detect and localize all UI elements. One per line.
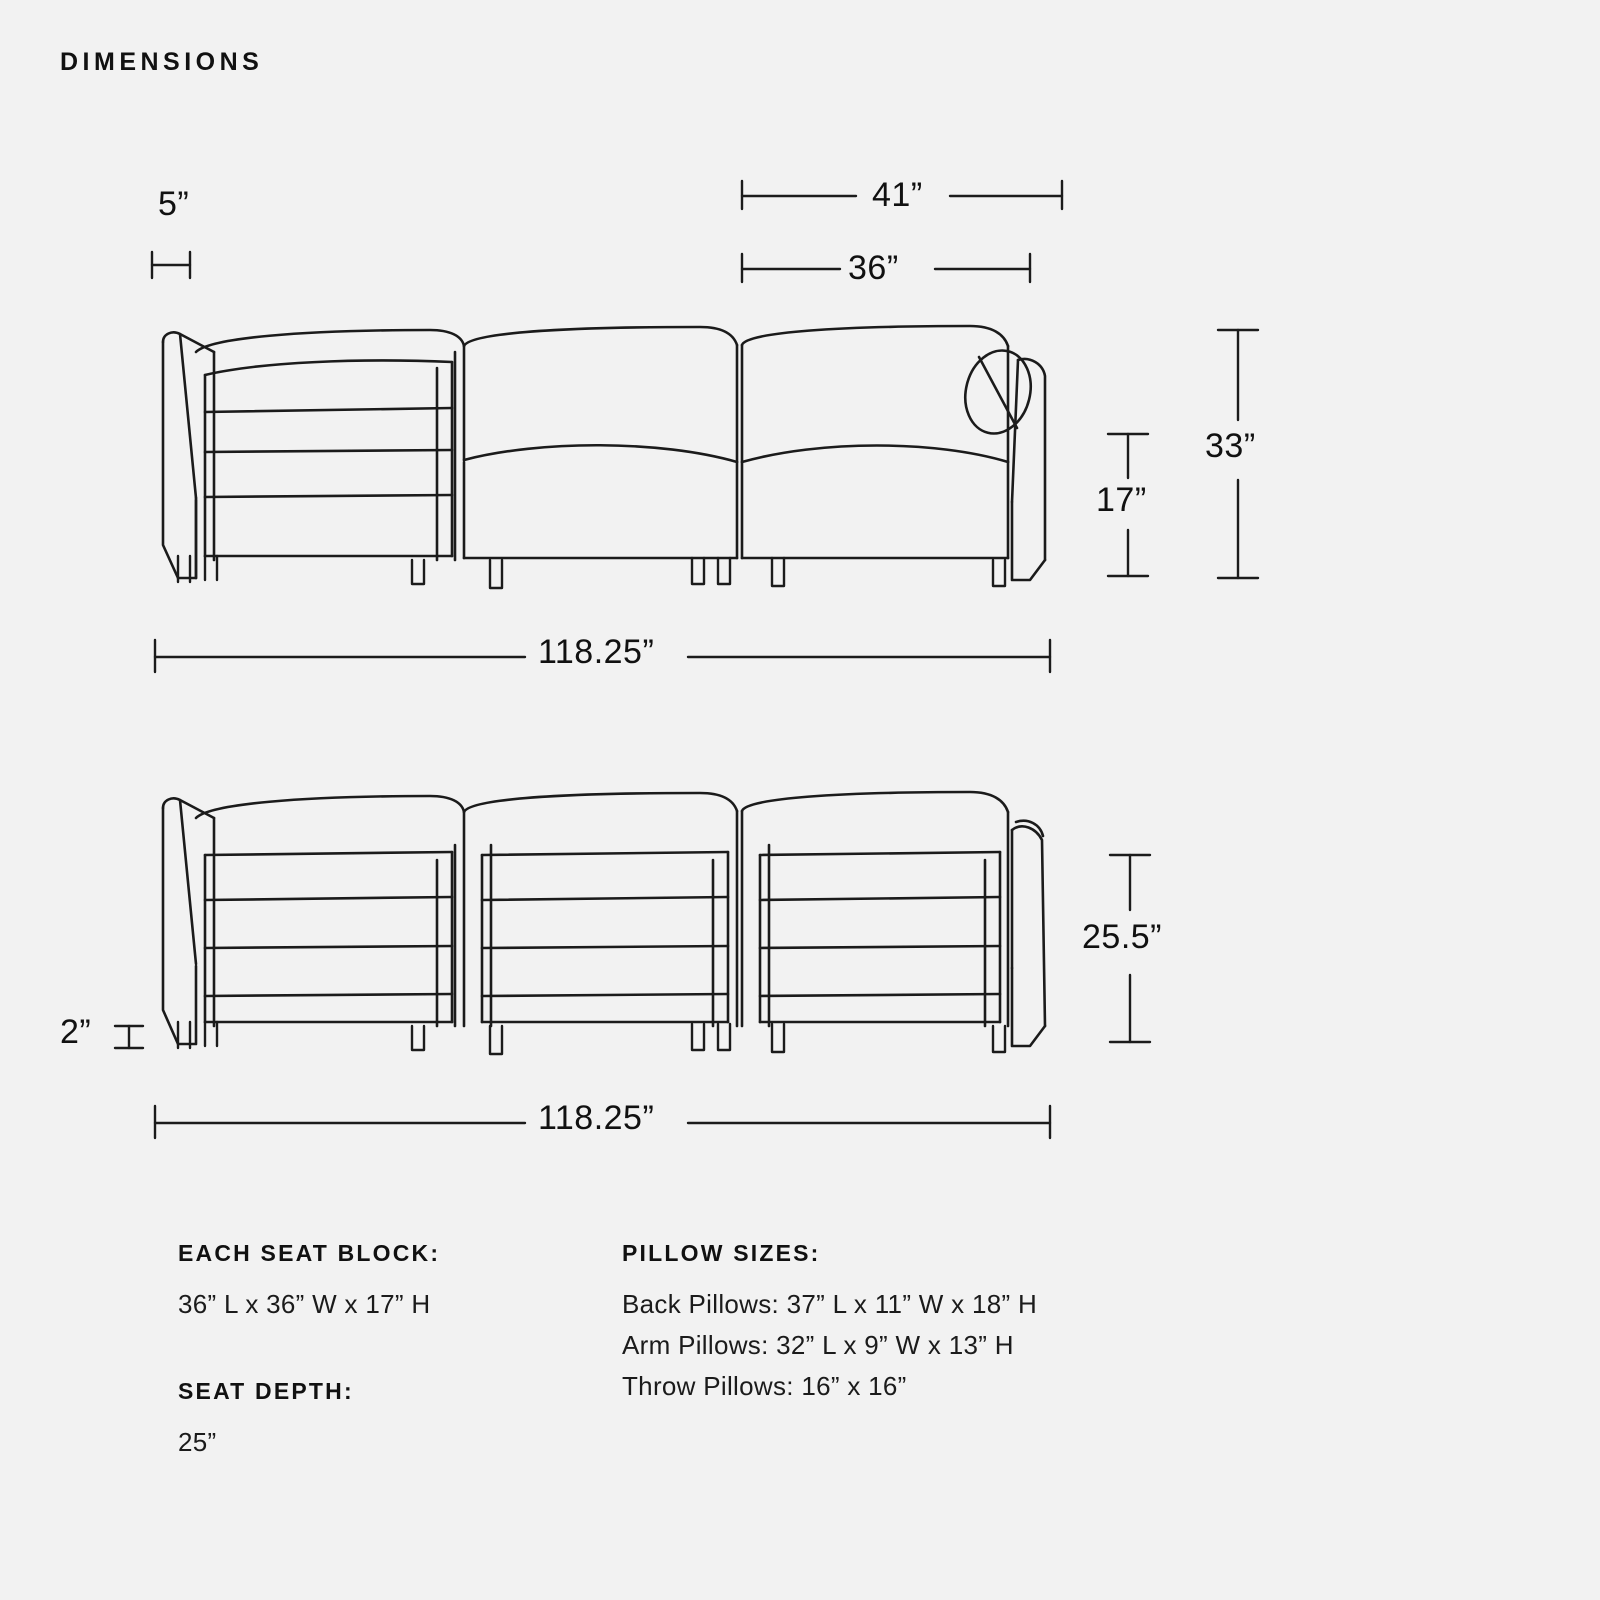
back-view-sofa — [163, 792, 1045, 1054]
spec-value-seat-block: 36” L x 36” W x 17” H — [178, 1289, 431, 1319]
spec-value-back-pillows: Back Pillows: 37” L x 11” W x 18” H — [622, 1289, 1038, 1319]
spec-value-seat-depth: 25” — [178, 1427, 217, 1457]
label-overall-width-front: 118.25” — [538, 633, 655, 671]
label-overall-height: 33” — [1205, 427, 1256, 465]
spec-heading-seat-block: EACH SEAT BLOCK: — [178, 1240, 441, 1266]
dim-line-arm-width — [152, 252, 190, 278]
back-legs — [178, 1022, 1005, 1054]
spec-column-left — [178, 1240, 440, 1468]
dim-line-floor-clearance — [115, 1026, 143, 1048]
label-overall-width-back: 118.25” — [538, 1099, 655, 1137]
label-arm-width: 5” — [158, 185, 190, 223]
spec-heading-seat-depth: SEAT DEPTH: — [178, 1378, 354, 1404]
spec-value-throw-pillows: Throw Pillows: 16” x 16” — [622, 1371, 907, 1401]
spec-heading-pillow-sizes: PILLOW SIZES: — [622, 1240, 821, 1266]
front-legs — [178, 556, 1005, 588]
label-back-height: 25.5” — [1082, 918, 1162, 956]
front-view-sofa — [163, 326, 1045, 588]
label-seat-height: 17” — [1096, 481, 1147, 519]
spec-column-right — [622, 1240, 1037, 1412]
label-module-outer-width: 41” — [872, 176, 923, 214]
spec-value-arm-pillows: Arm Pillows: 32” L x 9” W x 13” H — [622, 1330, 1014, 1360]
label-floor-clearance: 2” — [60, 1013, 92, 1051]
page-title: DIMENSIONS — [60, 48, 264, 76]
label-module-seat-width: 36” — [848, 249, 899, 287]
